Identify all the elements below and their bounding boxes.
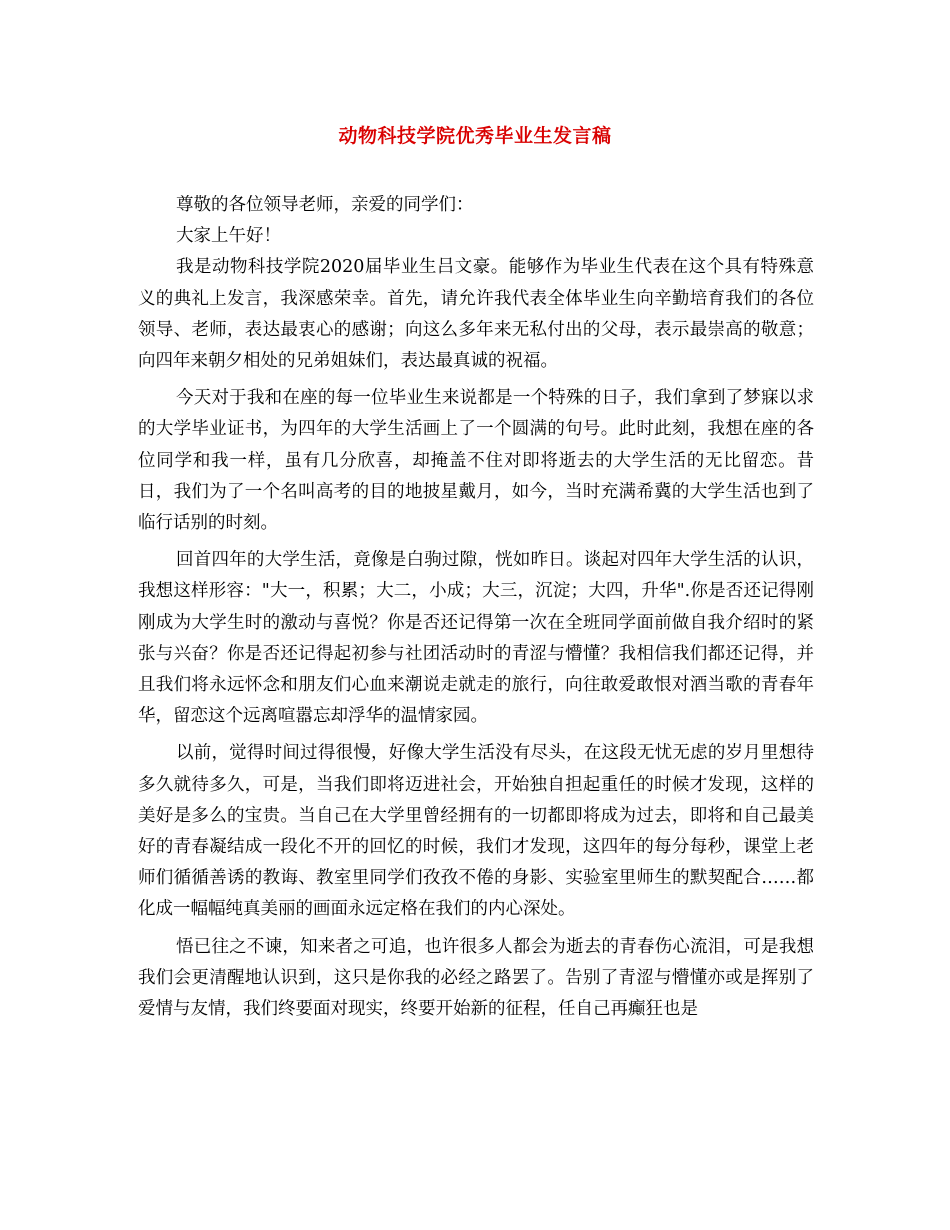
paragraph-special-day: 今天对于我和在座的每一位毕业生来说都是一个特殊的日子，我们拿到了梦寐以求的大学毕业证书，为四年的大学生活画上了一个圆满的句号。此时此刻，我想在座的各位同学和我一样，虽有几分欣喜，却掩盖不住对即将逝去的大学生活的无比留恋。昔日，我们为了一个名叫高考的目的地披星戴月，如今，当时充满希冀的大学生活也到了临行话别的时刻。 — [138, 388, 814, 534]
paragraph-intro: 我是动物科技学院2020届毕业生吕文豪。能够作为毕业生代表在这个具有特殊意义的典礼上发言，我深感荣幸。首先，请允许我代表全体毕业生向辛勤培育我们的各位领导、老师，表达最衷心的感谢；向这么多年来无私付出的父母，表示最崇高的敬意；向四年来朝夕相处的兄弟姐妹们，表达最真诚的祝福。 — [138, 257, 814, 372]
document-title: 动物科技学院优秀毕业生发言稿 — [338, 125, 612, 147]
document-body — [138, 190, 814, 1025]
paragraph-time: 以前，觉得时间过得很慢，好像大学生活没有尽头，在这段无忧无虑的岁月里想待多久就待多久，可是，当我们即将迈进社会，开始独自担起重任的时候才发现，这样的美好是多么的宝贵。当自己在大学里曾经拥有的一切都即将成为过去，即将和自己最美好的青春凝结成一段化不开的回忆的时候，我们才发现，这四年的每分每秒，课堂上老师们循循善诱的教诲、教室里同学们孜孜不倦的身影、实验室里师生的默契配合……都化成一幅幅纯真美丽的画面永远定格在我们的内心深处。 — [138, 743, 814, 920]
salutation: 尊敬的各位领导老师，亲爱的同学们： — [176, 195, 474, 215]
greeting: 大家上午好！ — [176, 226, 281, 247]
paragraph-looking-back: 回首四年的大学生活，竟像是白驹过隙，恍如昨日。谈起对四年大学生活的认识，我想这样形容："大一，积累；大二，小成；大三，沉淀；大四，升华".你是否还记得刚刚成为大学生时的激动与喜悦？你是否还记得第一次在全班同学面前做自我介绍时的紧张与兴奋？你是否还记得起初参与社团活动时的青涩与懵懂？我相信我们都还记得，并且我们将永远怀念和朋友们心血来潮说走就走的旅行，向往敢爱敢恨对酒当歌的青春年华，留恋这个远离喧嚣忘却浮华的温情家园。 — [138, 550, 814, 727]
paragraph-future: 悟已往之不谏，知来者之可追，也许很多人都会为逝去的青春伤心流泪，可是我想我们会更清醒地认识到，这只是你我的必经之路罢了。告别了青涩与懵懂亦或是挥别了爱情与友情，我们终要面对现实，终要开始新的征程，任自己再癫狂也是 — [138, 936, 814, 1020]
